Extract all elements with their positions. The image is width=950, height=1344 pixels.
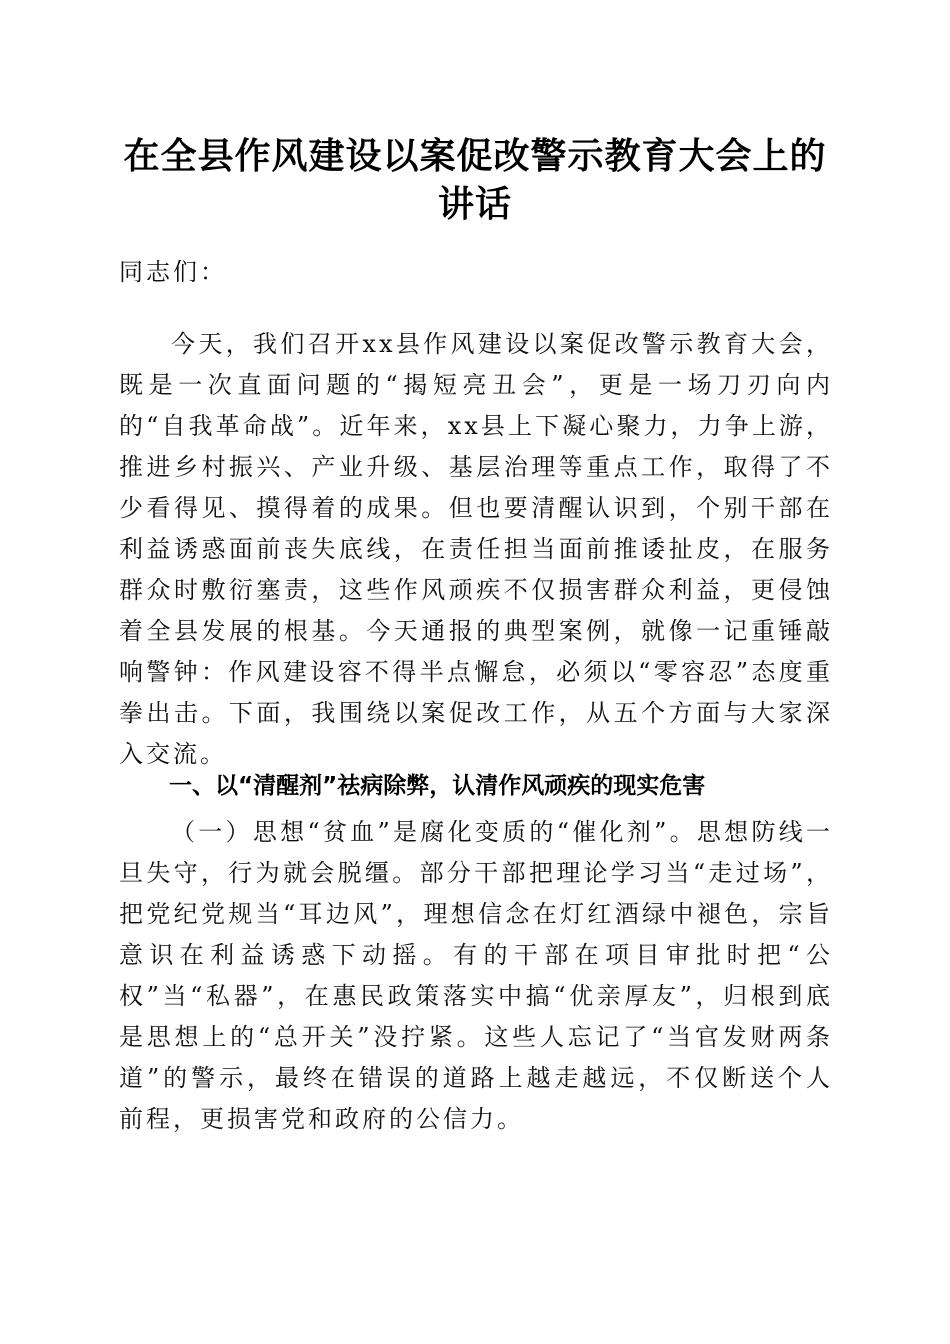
section-heading-1: 一、以“清醒剂”祛病除弊，认清作风顽疾的现实危害 [169, 773, 706, 799]
section-1-item-1-paragraph: （一）思想“贫血”是腐化变质的“催化剂”。思想防线一旦失守，行为就会脱缰。部分干部把理论学习当“走过场”，把党纪党规当“耳边风”，理想信念在灯红酒绿中褪色，宗旨意识在利益诱惑下动摇。有的干部在项目审批时把“公权”当“私器”，在惠民政策落实中搞“优亲厚友”，归根到底是思想上的“总开关”没拧紧。这些人忘记了“当官发财两条道”的警示，最终在错误的道路上越走越远，不仅断送个人前程，更损害党和政府的公信力。 [119, 818, 833, 1133]
document-title: 在全县作风建设以案促改警示教育大会上的讲话 [123, 135, 827, 225]
intro-paragraph: 今天，我们召开xx县作风建设以案促改警示教育大会，既是一次直面问题的“揭短亮丑会”，更是一场刀刃向内的“自我革命战”。近年来，xx县上下凝心聚力，力争上游，推进乡村振兴、产业升级、基层治理等重点工作，取得了不少看得见、摸得着的成果。但也要清醒认识到，个别干部在利益诱惑面前丧失底线，在责任担当面前推诿扯皮，在服务群众时敷衍塞责，这些作风顽疾不仅损害群众利益，更侵蚀着全县发展的根基。今天通报的典型案例，就像一记重锤敲响警钟：作风建设容不得半点懈怠，必须以“零容忍”态度重拳出击。下面，我围绕以案促改工作，从五个方面与大家深入交流。 [119, 330, 833, 768]
salutation: 同志们： [119, 258, 227, 286]
